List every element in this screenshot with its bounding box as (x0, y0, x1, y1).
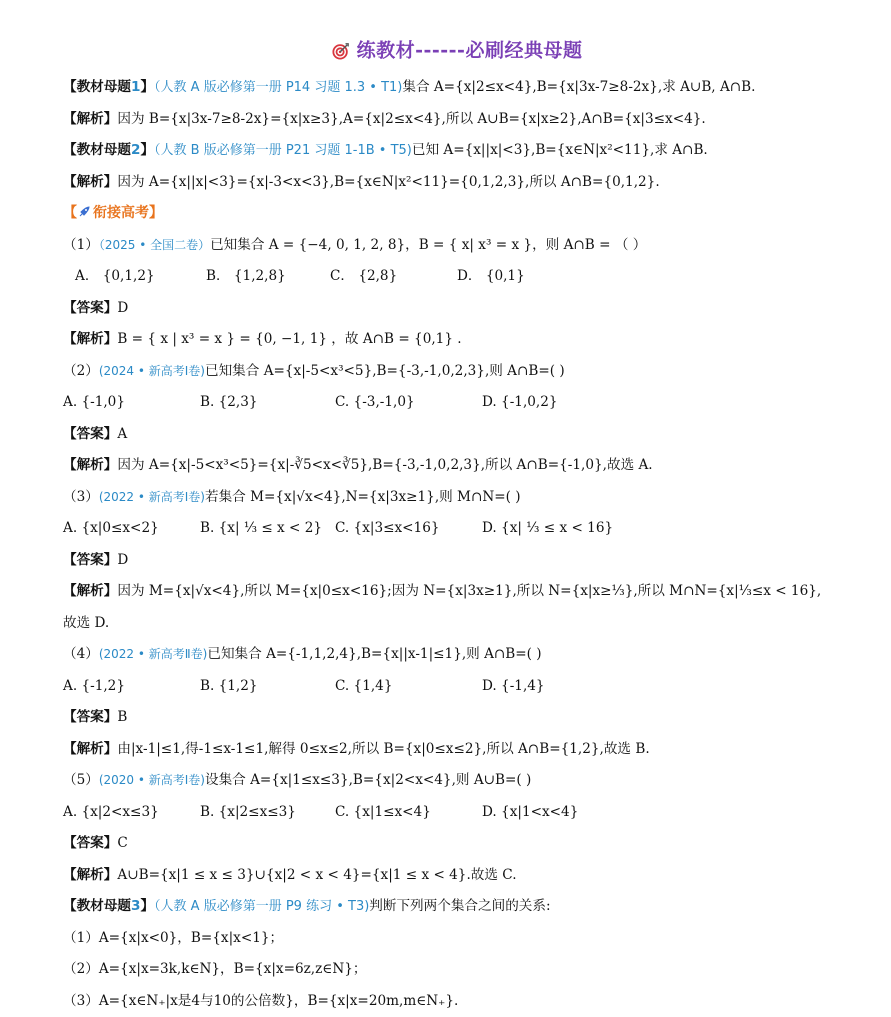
text-line (63, 356, 851, 388)
line-text: 设集合 A={x|1≤x≤3},B={x|2<x<4},则 A∪B=( ) (205, 772, 531, 788)
text-line (63, 135, 851, 167)
source-citation: (2022 • 新高考Ⅱ卷) (99, 647, 208, 661)
line-text: （2）A={x|x=3k,k∈N}，B={x|x=6z,z∈N}； (63, 961, 366, 977)
line-text: 已知集合 A={-1,1,2,4},B={x||x-1|≤1},则 A∩B=( ) (207, 646, 541, 662)
text-line (63, 72, 851, 104)
answer-option: B. {1,2} (200, 671, 335, 703)
text-line (63, 450, 851, 482)
text-line (63, 482, 851, 514)
answer-option: B. {x| ⅓ ≤ x < 2} (200, 513, 335, 545)
text-line (63, 986, 851, 1017)
line-text: C (117, 835, 127, 851)
answer-option: B． {1,2,8} (206, 261, 330, 293)
line-text: 因为 A={x||x|<3}={x|-3<x<3},B={x∈N|x²<11}={0,1,2,3},所以 A∩B={0,1,2}. (117, 174, 659, 190)
label-tag: 【答案】 (63, 426, 117, 442)
text-line (63, 954, 851, 986)
source-citation: （人教 B 版必修第一册 P21 习题 1-1B • T5) (154, 143, 412, 158)
label-tag-end: 】 (140, 142, 154, 158)
source-citation: （人教 A 版必修第一册 P9 练习 • T3) (154, 899, 369, 914)
text-line (63, 293, 851, 325)
text-line (63, 891, 851, 923)
line-text: （1）A={x|x<0}，B={x|x<1}； (63, 930, 283, 946)
text-line (63, 860, 851, 892)
text-line (63, 261, 851, 293)
label-tag: 【教材母题 (63, 142, 131, 158)
question-number: （4） (63, 646, 99, 662)
answer-option: C. {x|1≤x<4} (335, 797, 482, 829)
line-text: A∪B={x|1 ≤ x ≤ 3}∪{x|2 < x < 4}={x|1 ≤ x < 4}.故选 C. (117, 867, 516, 883)
label-tag: 【教材母题 (63, 898, 131, 914)
label-tag-end: 】 (140, 79, 154, 95)
text-line (63, 324, 851, 356)
label-tag: 【教材母题 (63, 79, 131, 95)
text-line (63, 765, 851, 797)
question-number: （2） (63, 363, 99, 379)
answer-option: C. {x|3≤x<16} (335, 513, 482, 545)
answer-option: C. {1,4} (335, 671, 482, 703)
text-line (63, 545, 851, 577)
label-tag: 【答案】 (63, 300, 117, 316)
text-line (63, 797, 851, 829)
text-line (63, 734, 851, 766)
label-tag: 【解析】 (63, 741, 117, 757)
answer-option: D. {x|1<x<4} (482, 797, 602, 829)
text-line (63, 608, 851, 640)
answer-option: C． {2,8} (330, 261, 457, 293)
label-tag: 【解析】 (63, 111, 117, 127)
answer-option: A. {x|0≤x<2} (63, 513, 200, 545)
content-body (63, 72, 851, 1017)
page-title: 练教材------必刷经典母题 (357, 40, 583, 62)
answer-option: A． {0,1,2} (75, 261, 206, 293)
line-text: D (117, 300, 128, 316)
line-text: 若集合 M={x|√x<4},N={x|3x≥1},则 M∩N=( ) (205, 489, 521, 505)
answer-option: D. {-1,4} (482, 671, 602, 703)
text-line (63, 198, 851, 230)
answer-option: C. {-3,-1,0} (335, 387, 482, 419)
label-number: 1 (131, 79, 140, 95)
line-text: 已知集合 A={x|-5<x³<5},B={-3,-1,0,2,3},则 A∩B=( ) (205, 363, 565, 379)
line-text: 因为 B={x|3x-7≥8-2x}={x|x≥3},A={x|2≤x<4},所以 A∪B={x|x≥2},A∩B={x|3≤x<4}. (117, 111, 705, 127)
label-tag: 【解析】 (63, 583, 117, 599)
source-citation: （2025 • 全国二卷） (99, 238, 210, 252)
section-heading: 【 衔接高考】 (63, 205, 163, 221)
label-number: 2 (131, 142, 140, 158)
line-text: B (117, 709, 127, 725)
text-line (63, 419, 851, 451)
text-line (63, 576, 851, 608)
answer-option: A. {-1,2} (63, 671, 200, 703)
line-text: A (117, 426, 127, 442)
text-line (63, 513, 851, 545)
source-citation: (2024 • 新高考Ⅰ卷) (99, 364, 205, 378)
source-citation: （人教 A 版必修第一册 P14 习题 1.3 • T1) (154, 80, 402, 95)
text-line (63, 387, 851, 419)
text-line (63, 639, 851, 671)
line-text: B = { x | x³ = x } = {0, −1, 1} ，故 A∩B = {0,1} . (117, 331, 461, 347)
question-number: （3） (63, 489, 99, 505)
label-tag: 【答案】 (63, 835, 117, 851)
line-text: 因为 M={x|√x<4},所以 M={x|0≤x<16};因为 N={x|3x≥1},所以 N={x|x≥⅓},所以 M∩N={x|⅓≤x < 16}, (117, 583, 821, 599)
answer-option: B. {2,3} (200, 387, 335, 419)
label-tag: 【解析】 (63, 174, 117, 190)
label-tag: 【解析】 (63, 457, 117, 473)
label-tag: 【答案】 (63, 552, 117, 568)
line-text: 已知集合 A = {−4, 0, 1, 2, 8}，B = { x| x³ = x }，则 A∩B = （ ） (210, 237, 646, 253)
line-text: 集合 A={x|2≤x<4},B={x|3x-7≥8-2x},求 A∪B, A∩B. (402, 79, 755, 95)
answer-option: D. {-1,0,2} (482, 387, 602, 419)
label-tag: 【答案】 (63, 709, 117, 725)
answer-option: D. {x| ⅓ ≤ x < 16} (482, 513, 602, 545)
source-citation: (2022 • 新高考Ⅰ卷) (99, 490, 205, 504)
line-text: 因为 A={x|-5<x³<5}={x|-∛5<x<∛5},B={-3,-1,0,2,3},所以 A∩B={-1,0},故选 A. (117, 457, 652, 473)
section-heading-text: 衔接高考】 (93, 205, 163, 221)
answer-option: D． {0,1} (457, 261, 557, 293)
question-number: （5） (63, 772, 99, 788)
title-row (63, 34, 851, 66)
label-tag: 【解析】 (63, 867, 117, 883)
question-number: （1） (63, 237, 99, 253)
line-text: 由|x-1|≤1,得-1≤x-1≤1,解得 0≤x≤2,所以 B={x|0≤x≤2},所以 A∩B={1,2},故选 B. (117, 741, 649, 757)
answer-option: B. {x|2≤x≤3} (200, 797, 335, 829)
label-number: 3 (131, 898, 140, 914)
line-text: D (117, 552, 128, 568)
answer-option: A. {-1,0} (63, 387, 200, 419)
text-line (63, 167, 851, 199)
text-line (63, 671, 851, 703)
text-line (63, 828, 851, 860)
label-tag: 【解析】 (63, 331, 117, 347)
text-line (63, 104, 851, 136)
answer-option: A. {x|2<x≤3} (63, 797, 200, 829)
line-text: 判断下列两个集合之间的关系: (369, 898, 550, 914)
text-line (63, 230, 851, 262)
label-tag-end: 】 (140, 898, 154, 914)
rocket-icon (77, 205, 91, 219)
line-text: 已知 A={x||x|<3},B={x∈N|x²<11},求 A∩B. (412, 142, 708, 158)
source-citation: (2020 • 新高考Ⅰ卷) (99, 773, 205, 787)
line-text: 故选 D. (63, 615, 109, 631)
text-line (63, 923, 851, 955)
line-text: （3）A={x∈N₊|x是4与10的公倍数}，B={x|x=20m,m∈N₊}. (63, 993, 458, 1009)
target-icon (332, 42, 350, 60)
text-line (63, 702, 851, 734)
